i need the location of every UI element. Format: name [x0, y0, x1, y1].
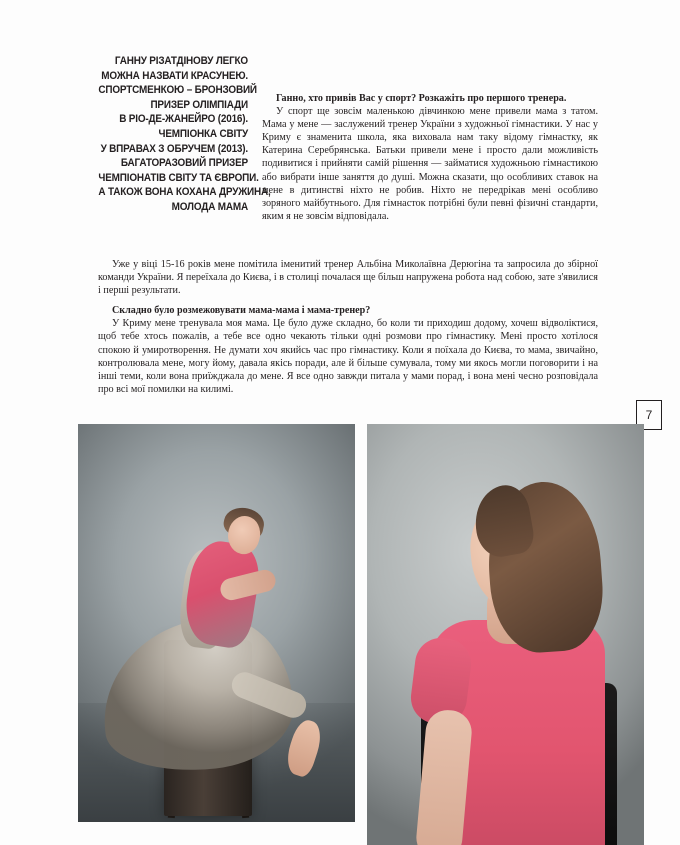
- interview-answer: У Криму мене тренувала моя мама. Це було дуже складно, бо коли ти приходиш додому, хочеш відволіктися, щоб тебе хтось пожалів, а тебе все одно чекають тільки одні розмови про гімнастику. Мені просто хотілося спокою й умиротворення. Не думати хоч якийсь час про гімнастику. Коли я поїхала до Києва, то мама, звичайно, контролювала мене, могу йому, давала якісь поради, але й більше сумувала, тому ми якось могли поговорити і на інші теми, коли вона приїжджала до мене. Я все одно завжди питала у мами порад, і вона мені чесно розповідала про всі мої помилки на килимі.: [98, 318, 598, 395]
- article-column-right: [262, 92, 598, 223]
- headline-line: МОЖНА НАЗВАТИ КРАСУНЕЮ.: [101, 69, 249, 82]
- headline-line: МОЛОДА МАМА: [171, 200, 248, 213]
- interview-question: Ганно, хто привів Вас у спорт? Розкажіть про першого тренера.: [276, 93, 567, 104]
- headline-line: ЧЕМПІОНАТІВ СВІТУ ТА ЄВРОПИ.: [98, 171, 259, 184]
- article-column-wide: [98, 258, 598, 396]
- photo-portrait: [367, 424, 644, 845]
- interview-answer: Уже у віці 15-16 років мене помітила іменитий тренер Альбіна Миколаївна Дерюгіна та запросила до збірної команди України. Я переїхала до Києва, і в столиці почалася ще більш напружена робота над собою, зате з'явилися і перші результати.: [98, 259, 598, 297]
- headline-line: В РІО-ДЕ-ЖАНЕЙРО (2016).: [119, 113, 249, 126]
- headline-line: БАГАТОРАЗОВИЙ ПРИЗЕР: [120, 157, 248, 170]
- page-headline: [98, 54, 271, 215]
- headline-line: ПРИЗЕР ОЛІМПІАДИ: [150, 98, 248, 111]
- headline-line: СПОРТСМЕНКОЮ – БРОНЗОВИЙ: [98, 84, 257, 97]
- headline-line: А ТАКОЖ ВОНА КОХАНА ДРУЖИНА,: [98, 186, 271, 199]
- headline-line: У ВПРАВАХ З ОБРУЧЕМ (2013).: [100, 142, 248, 155]
- interview-answer: У спорт ще зовсім маленькою дівчинкою мене привели мама з татом. Мама у мене — заслужений тренер України з художньої гімнастики. У нас у Криму є знаменита школа, яка виховала нам таку відому гімнастку, як Катерина Серебрянська. Батьки привели мене і просто дали можливість подивитися і прийняти самій рішення — займатися художньою гімнастикою або вибрати інше заняття до душі. Можна сказати, що особливих ставок на мене в дитинстві ніхто не робив. Ніхто не передрікав мені особливо зоряного майбутнього. Для гімнасток потрібні були певні фізичні стандарти, яким я не зовсім відповідала.: [262, 106, 598, 222]
- headline-line: ГАННУ РІЗАТДІНОВУ ЛЕГКО: [114, 55, 248, 67]
- photo-seated-dancer: [78, 424, 355, 822]
- headline-line: ЧЕМПІОНКА СВІТУ: [158, 127, 248, 140]
- interview-question: Складно було розмежовувати мама-мама і мама-тренер?: [112, 305, 371, 317]
- page-number: 7: [636, 400, 662, 430]
